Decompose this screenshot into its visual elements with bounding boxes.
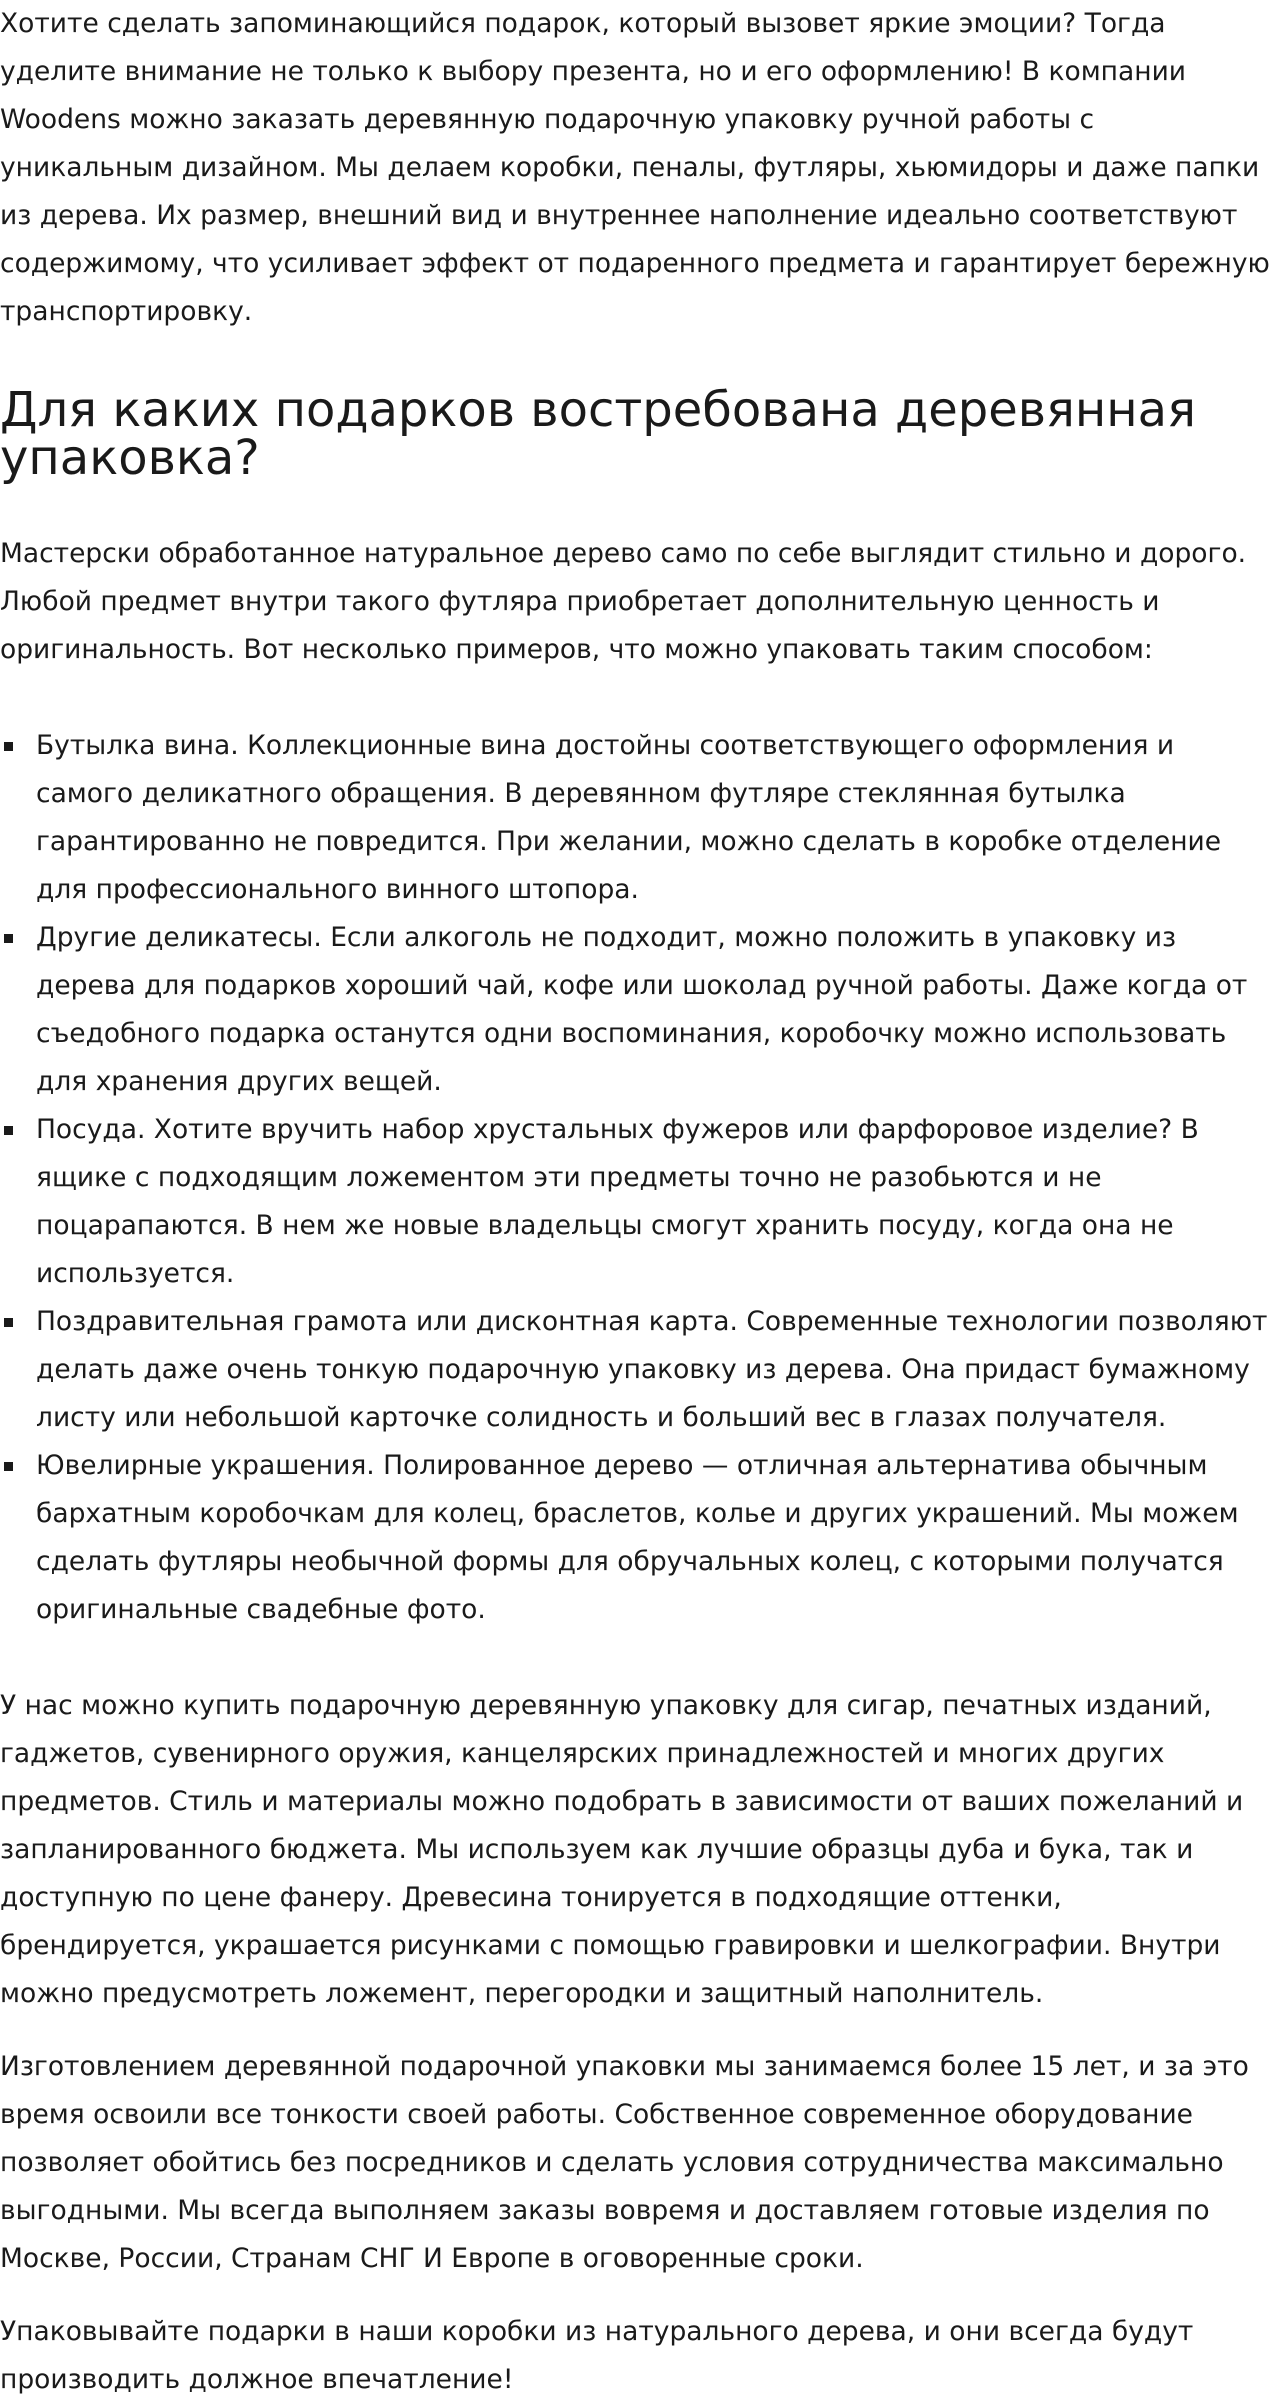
- list-item: [0, 722, 1270, 914]
- list-item-text: Посуда. Хотите вручить набор хрустальных фужеров или фарфоровое изделие? В ящике с подходящим ложементом эти предметы точно не разобьются и не поцарапаются. В нем же новые владельцы смогут хранить посуду, когда она не используется.: [36, 1114, 1199, 1289]
- list-item-text: Поздравительная грамота или дисконтная карта. Современные технологии позволяют делать даже очень тонкую подарочную упаковку из дерева. Она придаст бумажному листу или небольшой карточке солидность и больший вес в глазах получателя.: [36, 1306, 1268, 1433]
- bullet-icon: [4, 934, 13, 943]
- examples-list: [0, 722, 1270, 1634]
- list-item: [0, 914, 1270, 1106]
- bullet-icon: [4, 1462, 13, 1471]
- list-item: [0, 1106, 1270, 1298]
- lead-paragraph: Мастерски обработанное натуральное дерево само по себе выглядит стильно и дорого. Любой предмет внутри такого футляра приобретает дополнительную ценность и оригинальность. Вот несколько примеров, что можно упаковать таким способом:: [0, 538, 1247, 665]
- list-item: [0, 1298, 1270, 1442]
- materials-paragraph: У нас можно купить подарочную деревянную упаковку для сигар, печатных изданий, гаджетов, сувенирного оружия, канцелярских принадлежностей и многих других предметов. Стиль и материалы можно подобрать в зависимости от ваших пожеланий и запланированного бюджета. Мы используем как лучшие образцы дуба и бука, так и доступную по цене фанеру. Древесина тонируется в подходящие оттенки, брендируется, украшается рисунками с помощью гравировки и шелкографии. Внутри можно предусмотреть ложемент, перегородки и защитный наполнитель.: [0, 1690, 1244, 2009]
- list-item: [0, 1442, 1270, 1634]
- list-item-text: Ювелирные украшения. Полированное дерево — отличная альтернатива обычным бархатным коробочкам для колец, браслетов, колье и других украшений. Мы можем сделать футляры необычной формы для обручальных колец, с которыми получатся оригинальные свадебные фото.: [36, 1450, 1239, 1625]
- bullet-icon: [4, 1126, 13, 1135]
- bullet-icon: [4, 742, 13, 751]
- bullet-icon: [4, 1318, 13, 1327]
- closing-paragraph: Упаковывайте подарки в наши коробки из натурального дерева, и они всегда будут производить должное впечатление!: [0, 2316, 1194, 2395]
- list-item-text: Другие деликатесы. Если алкоголь не подходит, можно положить в упаковку из дерева для подарков хороший чай, кофе или шоколад ручной работы. Даже когда от съедобного подарка останутся одни воспоминания, коробочку можно использовать для хранения других вещей.: [36, 922, 1248, 1097]
- intro-paragraph: Хотите сделать запоминающийся подарок, который вызовет яркие эмоции? Тогда уделите внимание не только к выбору презента, но и его оформлению! В компании Woodens можно заказать деревянную подарочную упаковку ручной работы с уникальным дизайном. Мы делаем коробки, пеналы, футляры, хьюмидоры и даже папки из дерева. Их размер, внешний вид и внутреннее наполнение идеально соответствуют содержимому, что усиливает эффект от подаренного предмета и гарантирует бережную транспортировку.: [0, 8, 1270, 327]
- experience-paragraph: Изготовлением деревянной подарочной упаковки мы занимаемся более 15 лет, и за это время освоили все тонкости своей работы. Собственное современное оборудование позволяет обойтись без посредников и сделать условия сотрудничества максимально выгодными. Мы всегда выполняем заказы вовремя и доставляем готовые изделия по Москве, России, Странам СНГ И Европе в оговоренные сроки.: [0, 2051, 1249, 2274]
- list-item-text: Бутылка вина. Коллекционные вина достойны соответствующего оформления и самого деликатного обращения. В деревянном футляре стеклянная бутылка гарантированно не повредится. При желании, можно сделать в коробке отделение для профессионального винного штопора.: [36, 730, 1222, 905]
- section-heading: Для каких подарков востребована деревянная упаковка?: [0, 382, 1196, 486]
